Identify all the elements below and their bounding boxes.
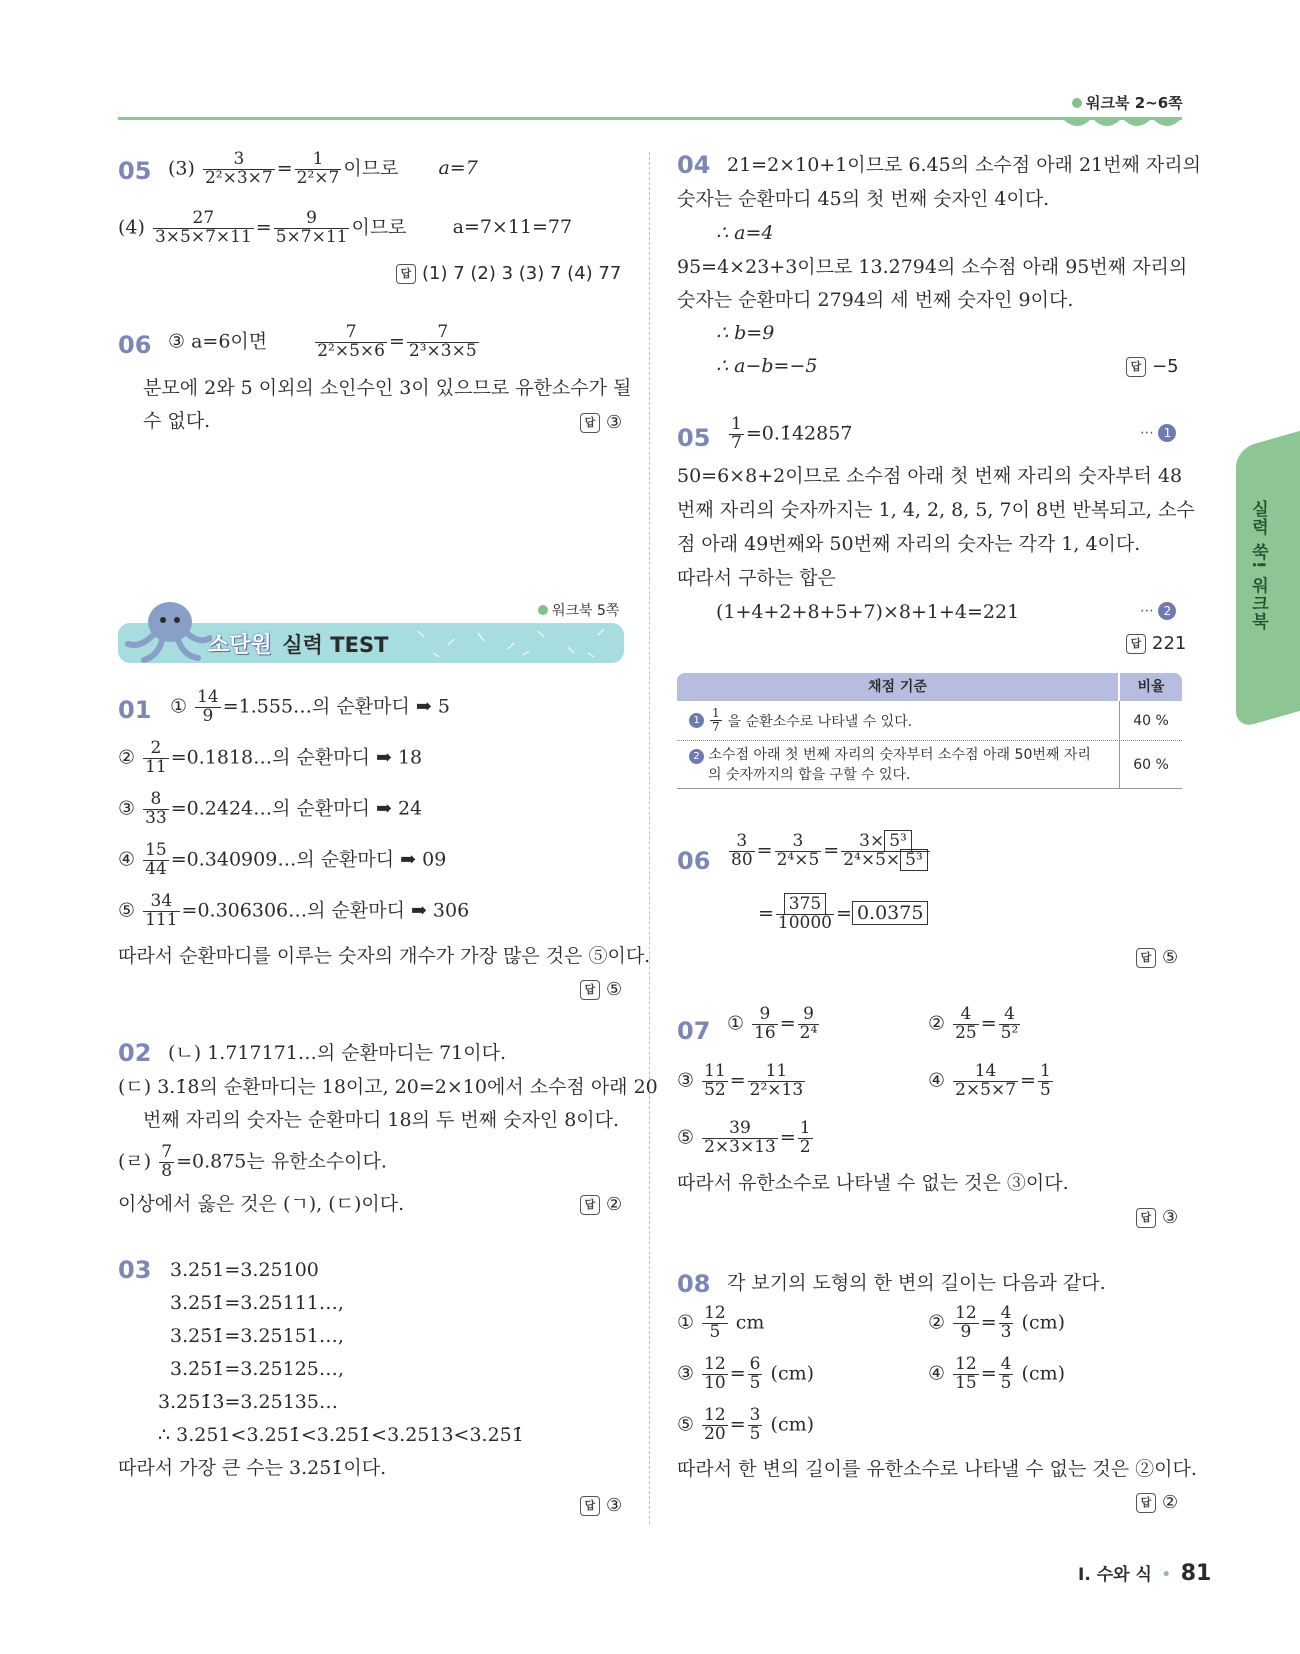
- p05-line2: (4) $\frac{27}{3\times 5\times 7\times 11}$ = $\frac{9}{5\times 7\times 11}$ 이므로 a=7×11=77: [118, 208, 573, 247]
- answer-mark-icon: 답: [1126, 634, 1146, 654]
- rubric-row: 1 $\frac{1}{7}$ 을 순환소수로 나타낼 수 있다. 40 %: [677, 701, 1182, 741]
- answer-mark-icon: 답: [1126, 357, 1146, 377]
- q05-line1: $\frac{1}{7}$ =0.1̇42857̇: [731, 414, 853, 453]
- problem-number: 05: [677, 424, 711, 452]
- answer-mark-icon: 답: [1136, 1493, 1156, 1513]
- problem-number: 08: [677, 1270, 711, 1298]
- step-2-icon: 2: [1158, 602, 1176, 620]
- step-2-icon: 2: [689, 749, 704, 764]
- q08-item-4: ④ $\frac{12}{15}$ = $\frac{4}{5}$ (cm): [928, 1354, 1066, 1393]
- rubric-table: [677, 673, 1182, 789]
- q03-order: ∴ 3.251<3.251̇<3.2̇51̇<3.2̇513̇<3.25̇1̇: [158, 1424, 524, 1446]
- column-divider: [649, 152, 650, 1524]
- q05-step2-marker: ⋯ 2: [1140, 602, 1176, 620]
- bullet-icon: [538, 605, 548, 615]
- q08-item-2: ② $\frac{12}{9}$ = $\frac{4}{3}$ (cm): [928, 1303, 1066, 1342]
- q05-line6: (1+4+2+8+5+7)×8+1+4=221: [716, 601, 1020, 623]
- p05-answer: 답 (1) 7 (2) 3 (3) 7 (4) 77: [396, 263, 621, 284]
- q01-item-1: ① $\frac{14}{9}$ =1.555…의 순환마디 ➡ 5: [170, 687, 450, 726]
- q04-line7: ∴ a−b=−5: [716, 355, 818, 377]
- q03-line2: 3.251̇=3.25111…,: [170, 1292, 344, 1314]
- p06-answer: 답 ③: [580, 412, 622, 433]
- footer: Ⅰ. 수와 식 • 81: [1078, 1561, 1212, 1586]
- q07-item-1: ① $\frac{9}{16}$ = $\frac{9}{\text{2⁴}}$: [727, 1004, 818, 1043]
- octopus-mascot-icon: [122, 598, 212, 668]
- q05-line4: 점 아래 49번째와 50번째 자리의 숫자는 각각 1, 4이다.: [677, 533, 1141, 555]
- section-title: 소단원 실력 TEST: [208, 633, 389, 658]
- q02-answer: 답 ②: [580, 1194, 622, 1215]
- q02-line4: (ㄹ) $\frac{7}{8}$ =0.875는 유한소수이다.: [118, 1142, 387, 1181]
- problem-number: 03: [118, 1256, 152, 1284]
- q08-item-3: ③ $\frac{12}{10}$ = $\frac{6}{5}$ (cm): [677, 1354, 815, 1393]
- q08-answer: 답 ②: [1136, 1492, 1178, 1513]
- rubric-ratio: 40 %: [1133, 713, 1169, 729]
- q06-answer: 답 ⑤: [1136, 947, 1178, 968]
- q04-answer: 답 −5: [1126, 356, 1179, 377]
- q01-answer: 답 ⑤: [580, 979, 622, 1000]
- problem-number: 01: [118, 696, 152, 724]
- q08-intro: 각 보기의 도형의 한 변의 길이는 다음과 같다.: [727, 1272, 1106, 1294]
- q04-line2: 숫자는 순환마디 45의 첫 번째 숫자인 4이다.: [677, 188, 1050, 210]
- q04-line5: 숫자는 순환마디 2794의 세 번째 숫자인 9이다.: [677, 289, 1074, 311]
- step-1-icon: 1: [689, 713, 704, 728]
- q02-line5: 이상에서 옳은 것은 (ㄱ), (ㄷ)이다.: [118, 1193, 405, 1215]
- answer-mark-icon: 답: [580, 1496, 600, 1516]
- problem-number: 05: [118, 157, 152, 185]
- q01-item-3: ③ $\frac{8}{33}$ =0.2424…의 순환마디 ➡ 24: [118, 789, 423, 828]
- q01-item-4: ④ $\frac{15}{44}$ =0.340909…의 순환마디 ➡ 09: [118, 840, 447, 879]
- p06-text2: 수 없다.: [143, 410, 211, 432]
- header-wave-decoration: [1062, 118, 1184, 134]
- rubric-row: 2 소수점 아래 첫 번째 자리의 숫자부터 소수점 아래 50번째 자리 의 숫자까지의 합을 구할 수 있다. 60 %: [677, 741, 1182, 789]
- q05-step1-marker: ⋯ 1: [1140, 424, 1176, 442]
- q04-line4: 95=4×23+3이므로 13.2̇794̇의 소수점 아래 95번째 자리의: [677, 256, 1188, 278]
- rubric-head-ratio: 비율: [1120, 673, 1182, 701]
- answer-mark-icon: 답: [580, 1195, 600, 1215]
- q05-line2: 50=6×8+2이므로 소수점 아래 첫 번째 자리의 숫자부터 48: [677, 465, 1183, 487]
- problem-number: 06: [677, 847, 711, 875]
- q07-item-3: ③ $\frac{11}{52}$ = $\frac{11}{\text{2²×13}}$: [677, 1061, 804, 1100]
- q02-line3: 번째 자리의 숫자는 순환마디 18의 두 번째 숫자인 8이다.: [143, 1109, 620, 1131]
- answer-mark-icon: 답: [396, 264, 416, 284]
- q04-line1: 21=2×10+1이므로 6.4̇5̇의 소수점 아래 21번째 자리의: [727, 154, 1201, 176]
- q06-line2: = $\frac{375}{10000}$ = 0.0375: [758, 896, 928, 933]
- problem-number: 04: [677, 151, 711, 179]
- q07-item-4: ④ $\frac{14}{2\times 5\times 7}$ = $\frac{1}{5}$: [928, 1061, 1051, 1100]
- side-tab-label: 실력 쑥! 워크북: [1248, 500, 1268, 631]
- answer-mark-icon: 답: [580, 980, 600, 1000]
- q01-item-2: ② $\frac{2}{11}$ =0.1818…의 순환마디 ➡ 18: [118, 738, 423, 777]
- problem-number: 06: [118, 331, 152, 359]
- rubric-head-criteria: 채점 기준: [677, 673, 1120, 701]
- q03-answer: 답 ③: [580, 1495, 622, 1516]
- q08-item-5: ⑤ $\frac{12}{20}$ = $\frac{3}{5}$ (cm): [677, 1405, 815, 1444]
- header-rule: [118, 117, 1182, 120]
- section-workbook-ref: 워크북 5쪽: [538, 600, 619, 620]
- q07-item-2: ② $\frac{4}{25}$ = $\frac{4}{\text{5²}}$: [928, 1004, 1019, 1043]
- page-number: 81: [1180, 1561, 1212, 1586]
- q04-line6: ∴ b=9: [716, 322, 775, 344]
- bullet-icon: [1072, 98, 1082, 108]
- q08-conclusion: 따라서 한 변의 길이를 유한소수로 나타낼 수 없는 것은 ②이다.: [677, 1458, 1197, 1480]
- problem-number: 07: [677, 1017, 711, 1045]
- footer-chapter: Ⅰ. 수와 식: [1078, 1565, 1152, 1585]
- problem-number: 02: [118, 1039, 152, 1067]
- answer-mark-icon: 답: [580, 413, 600, 433]
- q07-item-5: ⑤ $\frac{39}{2\times 3\times 13}$ = $\frac{1}{2}$: [677, 1118, 811, 1157]
- q01-conclusion: 따라서 순환마디를 이루는 숫자의 개수가 가장 많은 것은 ⑤이다.: [118, 945, 651, 967]
- q06-line1: $\frac{3}{80}$ = $\frac{3}{\text{2⁴×5}}$ = $\frac{\text{3× 5³}}{\text{2⁴×5× 5³}}$: [727, 833, 932, 870]
- answer-mark-icon: 답: [1136, 1208, 1156, 1228]
- q03-line5: 3.251̇3̇=3.25135…: [158, 1391, 338, 1413]
- p06-text1: 분모에 2와 5 이외의 소인수인 3이 있으므로 유한소수가 될: [143, 377, 632, 399]
- q05-line5: 따라서 구하는 합은: [677, 567, 836, 589]
- q03-line4: 3.2̇51̇=3.25125…,: [170, 1358, 344, 1380]
- rubric-ratio: 60 %: [1133, 757, 1169, 773]
- q03-line3: 3.25̇1̇=3.25151…,: [170, 1325, 344, 1347]
- p05-line1: (3) $\frac{3}{\text{2²×3×7}}$ = $\frac{1}{\text{2²×7}}$ 이므로 a=7: [168, 149, 478, 188]
- header-workbook-ref: 워크북 2~6쪽: [1072, 92, 1183, 113]
- q07-answer: 답 ③: [1136, 1207, 1178, 1228]
- p06-line1: ③ a=6이면 $\frac{7}{\text{2²×5×6}}$ = $\frac{7}{\text{2³×3×5}}$: [168, 322, 477, 361]
- q03-conclusion: 따라서 가장 큰 수는 3.25̇1̇이다.: [118, 1457, 387, 1479]
- q02-line1: (ㄴ) 1.717171…의 순환마디는 71이다.: [168, 1042, 507, 1064]
- q05-answer: 답 221: [1126, 633, 1186, 654]
- step-1-icon: 1: [1158, 424, 1176, 442]
- q07-conclusion: 따라서 유한소수로 나타낼 수 없는 것은 ③이다.: [677, 1172, 1069, 1194]
- q02-line2: (ㄷ) 3.1̇8̇의 순환마디는 18이고, 20=2×10에서 소수점 아래 20: [118, 1076, 658, 1098]
- q08-item-1: ① $\frac{12}{5}$ cm: [677, 1303, 765, 1342]
- q05-line3: 번째 자리의 숫자까지는 1, 4, 2, 8, 5, 7이 8번 반복되고, 소수: [677, 499, 1195, 521]
- q03-line1: 3.251=3.25100: [170, 1259, 319, 1281]
- q01-item-5: ⑤ $\frac{34}{111}$ =0.306306…의 순환마디 ➡ 306: [118, 891, 470, 930]
- q04-line3: ∴ a=4: [716, 222, 774, 244]
- answer-mark-icon: 답: [1136, 948, 1156, 968]
